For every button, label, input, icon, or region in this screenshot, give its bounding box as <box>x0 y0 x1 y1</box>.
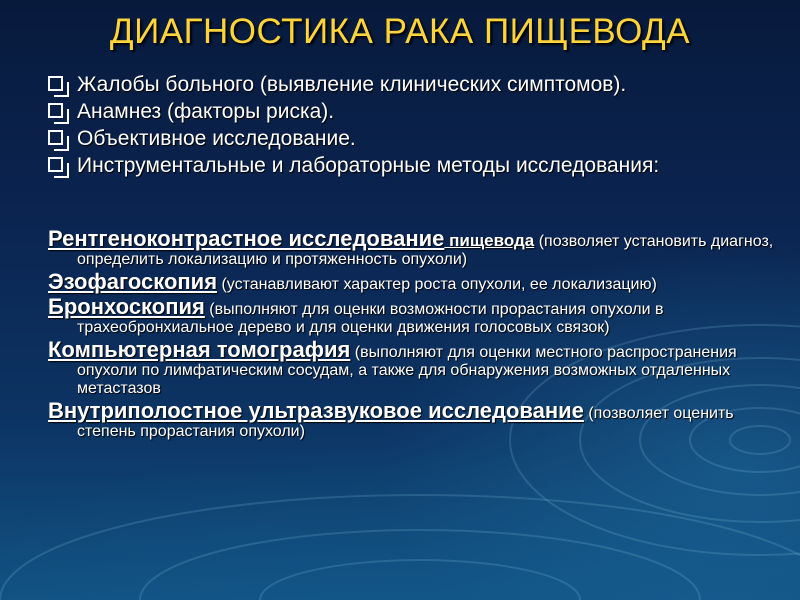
bullet-text: Жалобы больного (выявление клинических симптомов). <box>77 73 627 96</box>
bullet-list <box>48 72 788 180</box>
checkbox-square-icon <box>48 130 63 145</box>
bullet-item <box>48 99 788 124</box>
bullet-text: Инструментальные и лабораторные методы исследования: <box>77 154 660 177</box>
method-name: Рентгеноконтрастное исследование <box>48 226 445 251</box>
method-description: (выполняют для оценки местного распространения опухоли по лимфатическим сосудам, а также для обнаружения возможных отдаленных метастазов <box>77 344 737 397</box>
slide-title: ДИАГНОСТИКА РАКА ПИЩЕВОДА <box>109 12 691 51</box>
bullet-item <box>48 126 788 151</box>
method-name: Эзофагоскопия <box>48 269 218 294</box>
method-name: Внутриполостное ультразвуковое исследование <box>48 398 584 423</box>
method-name-extra: пищевода <box>444 231 535 250</box>
method-item <box>48 294 788 337</box>
bullet-text: Объективное исследование. <box>77 127 356 150</box>
method-description: (позволяет оценить степень прорастания опухоли) <box>77 405 734 440</box>
method-item <box>48 269 788 294</box>
checkbox-square-icon <box>48 103 63 118</box>
method-description: (выполняют для оценки возможности прорастания опухоли в трахеобронхиальное дерево и для оценки движения голосовых связок) <box>77 301 664 336</box>
method-description: (устанавливают характер роста опухоли, ее локализацию) <box>217 276 657 293</box>
method-name: Бронхоскопия <box>48 294 205 319</box>
checkbox-square-icon <box>48 76 63 91</box>
method-item <box>48 398 788 441</box>
method-item <box>48 226 788 269</box>
method-description: (позволяет установить диагноз, определить локализацию и протяженность опухоли) <box>77 233 774 268</box>
checkbox-square-icon <box>48 157 63 172</box>
methods-list <box>48 226 788 445</box>
bullet-item <box>48 153 788 178</box>
bullet-text: Анамнез (факторы риска). <box>77 100 335 123</box>
method-item <box>48 337 788 398</box>
method-name: Компьютерная томография <box>48 337 351 362</box>
bullet-item <box>48 72 788 97</box>
